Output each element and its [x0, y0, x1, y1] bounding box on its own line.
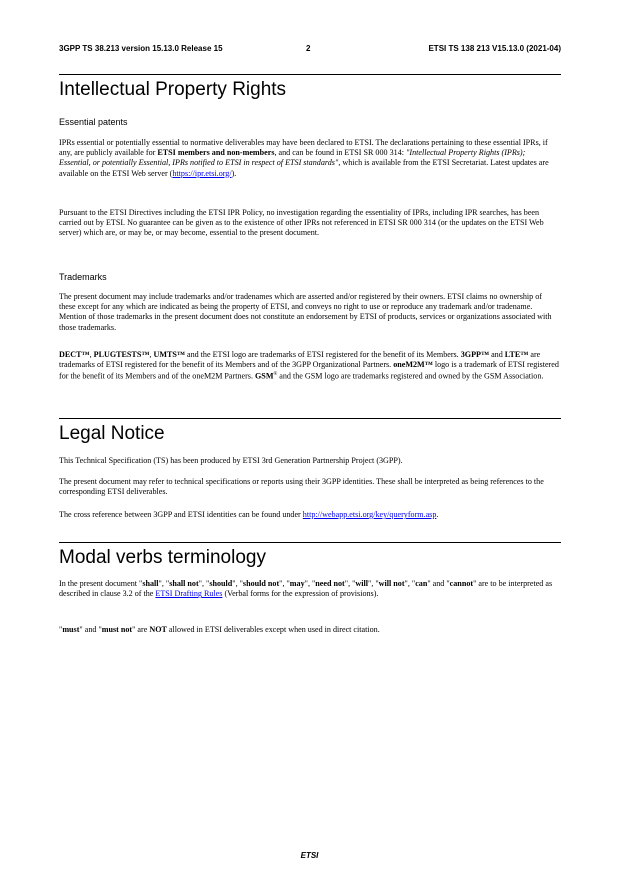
text-run: GSM: [255, 372, 274, 382]
section-divider: [59, 418, 561, 419]
text-run: shall not: [169, 579, 199, 588]
text-run: ", ": [232, 579, 243, 588]
header-page-number: 2: [306, 44, 311, 53]
text-run: will not: [378, 579, 405, 588]
modal-verbs-title: Modal verbs terminology: [59, 547, 266, 568]
text-run: and the ETSI logo are trademarks of ETSI registered for the benefit of its Members.: [184, 350, 461, 359]
page-header: [59, 44, 561, 56]
registered-mark: ®: [273, 372, 278, 378]
text-run: cannot: [449, 579, 474, 588]
text-run: In the present document ": [59, 579, 143, 588]
text-run: IPRs essential or potentially essential to normative deliverables may have been declared to ETSI. The declarations pertaining to these essential IPRs, if any, are publicly available for: [59, 138, 548, 158]
modal-verbs-paragraph-1: [59, 579, 559, 599]
text-run: ETSI members and non-members: [157, 148, 275, 158]
text-run: , and can be found in ETSI SR 000 314:: [274, 148, 407, 158]
text-run: " and ": [427, 579, 450, 588]
text-run: and: [489, 350, 505, 359]
ipr-section-title: Intellectual Property Rights: [59, 79, 287, 100]
legal-notice-paragraph-3: [59, 510, 559, 520]
trademarks-paragraph: The present document may include trademarks and/or tradenames which are asserted and/or registered by their owners. ETSI claims no ownership of these except for any which are indicated as being the property of ETSI, and conveys no right to use or reproduce any trademark and/or tradename. Mention of those trademarks in the present document does not constitute an endorsement by ETSI of products, services or organizations associated with those trademarks.: [59, 292, 552, 332]
text-run: " and ": [79, 625, 102, 634]
text-run: must not: [101, 625, 133, 634]
text-run: are trademarks of ETSI registered for the benefit of its Members and of the 3GPP Organizational Partners.: [59, 350, 541, 370]
text-run: " are: [132, 625, 150, 634]
header-spec-version: 3GPP TS 38.213 version 15.13.0 Release 15: [59, 44, 223, 53]
text-run: "Intellectual Property Rights (IPRs); Essential, or potentially Essential, IPRs notified to ETSI in respect of ETSI standards": [59, 148, 526, 168]
text-run: ", ": [404, 579, 416, 588]
drafting-rules-link[interactable]: ETSI Drafting Rules: [155, 589, 223, 599]
text-run: ", ": [198, 579, 210, 588]
text-run: should not: [242, 579, 280, 588]
text-run: shall: [142, 579, 159, 588]
legal-notice-paragraph-1: This Technical Specification (TS) has been produced by ETSI 3rd Generation Partnership Project (3GPP).: [59, 456, 403, 465]
text-run: oneM2M™: [393, 360, 433, 370]
trademarks-list-paragraph: [59, 350, 559, 382]
text-run: ).: [231, 168, 237, 178]
modal-verbs-paragraph-2: [59, 625, 559, 635]
text-run: ", ": [279, 579, 290, 588]
text-run: logo is a trademark of ETSI registered for the benefit of its Members and of the oneM2M Partners.: [59, 360, 559, 382]
text-run: ", ": [304, 579, 316, 588]
text-run: (Verbal forms for the expression of provisions).: [222, 589, 379, 599]
section-divider: [59, 74, 561, 75]
text-run: and the GSM logo are trademarks registered and owned by the GSM Association.: [277, 372, 544, 382]
text-run: ,: [149, 350, 154, 359]
text-run: can: [415, 579, 428, 588]
essential-patents-paragraph: [59, 138, 559, 179]
trademarks-heading: Trademarks: [59, 272, 107, 282]
text-run: should: [209, 579, 233, 588]
text-run: ", ": [368, 579, 379, 588]
text-run: ": [59, 625, 63, 634]
text-run: NOT: [149, 625, 167, 634]
ipr-policy-paragraph: Pursuant to the ETSI Directives including the ETSI IPR Policy, no investigation regarding the essentiality of IPRs, including IPR searches, has been carried out by ETSI. No guarantee can be given as to the existence of other IPRs not referenced in ETSI SR 000 314 (or the updates on the ETSI Web server) which are, or may be, or may become, essential to the present document.: [59, 208, 544, 238]
text-run: must: [62, 625, 80, 634]
page-footer: ETSI: [300, 851, 319, 860]
text-run: " are to be interpreted as described in clause 3.2 of the: [59, 579, 553, 599]
text-run: .: [436, 510, 439, 519]
text-run: LTE™: [504, 350, 529, 359]
essential-patents-heading: Essential patents: [59, 117, 128, 127]
text-run: will: [355, 579, 369, 588]
text-run: DECT™: [59, 350, 90, 359]
text-run: may: [289, 579, 305, 588]
section-divider: [59, 542, 561, 543]
text-run: , which is available from the ETSI Secretariat. Latest updates are available on the ETSI Web server (: [59, 158, 549, 178]
queryform-link[interactable]: http://webapp.etsi.org/key/queryform.asp: [302, 510, 437, 519]
text-run: ", ": [344, 579, 356, 588]
header-etsi-reference: ETSI TS 138 213 V15.13.0 (2021-04): [428, 44, 561, 53]
text-run: 3GPP™: [460, 350, 490, 359]
text-run: UMTS™: [153, 350, 185, 359]
text-run: ,: [89, 350, 94, 359]
text-run: The cross reference between 3GPP and ETSI identities can be found under: [59, 510, 303, 519]
text-run: PLUGTESTS™: [93, 350, 150, 359]
legal-notice-paragraph-2: The present document may refer to technical specifications or reports using their 3GPP identities. These shall be interpreted as being references to the corresponding ETSI deliverables.: [59, 477, 544, 497]
legal-notice-title: Legal Notice: [59, 423, 165, 444]
text-run: need not: [315, 579, 345, 588]
text-run: ", ": [158, 579, 170, 588]
text-run: allowed in ETSI deliverables except when used in direct citation.: [166, 625, 380, 634]
ipr-etsi-link[interactable]: https://ipr.etsi.org/: [172, 168, 232, 178]
